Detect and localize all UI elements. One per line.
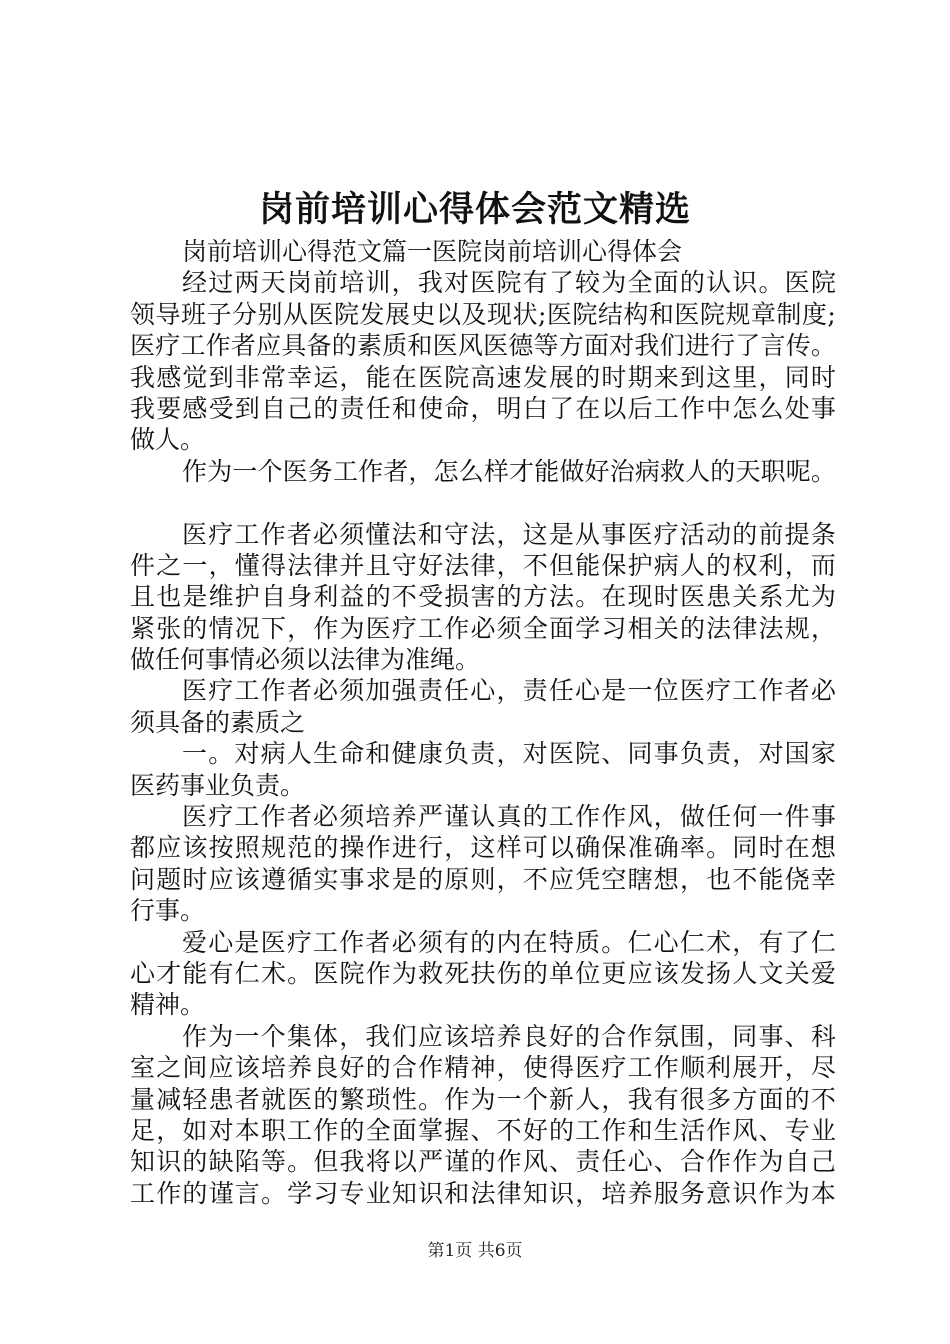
text-line: 心 才 能 有 仁 术 。 医 院 作 为 救 死 扶 伤 的 单 位 更 应 该 发 扬 人 文 关 爱 [130, 958, 836, 988]
text-line: 领 导 班 子 分 别 从 医 院 发 展 史 以 及 现 状 ; 医 院 结 构 和 医 院 规 章 制 度 ; [130, 299, 836, 329]
text-line: 一 。 对 病 人 生 命 和 健 康 负 责 ， 对 医 院 、 同 事 负 责 ， 对 国 家 [182, 739, 836, 769]
text-line: 工 作 的 谨 言 。 学 习 专 业 知 识 和 法 律 知 识 ， 培 养 服 务 意 识 作 为 本 [130, 1178, 836, 1208]
text-line: 足 ， 如 对 本 职 工 作 的 全 面 掌 握 、 不 好 的 工 作 和 生 活 作 风 、 专 业 [130, 1115, 836, 1145]
text-line: 我 感 觉 到 非 常 幸 运 ， 能 在 医 院 高 速 发 展 的 时 期 来 到 这 里 ， 同 时 [130, 362, 836, 392]
text-line: 件 之 一 ， 懂 得 法 律 并 且 守 好 法 律 ， 不 但 能 保 护 病 人 的 权 利 ， 而 [130, 550, 836, 580]
text-line: 且 也 是 维 护 自 身 利 益 的 不 受 损 害 的 方 法 。 在 现 时 医 患 关 系 尤 为 [130, 582, 836, 612]
text-line: 我 要 感 受 到 自 己 的 责 任 和 使 命 ， 明 白 了 在 以 后 工 作 中 怎 么 处 事 [130, 393, 836, 423]
text-line: 医 疗 工 作 者 必 须 加 强 责 任 心 ， 责 任 心 是 一 位 医 疗 工 作 者 必 [182, 676, 836, 706]
document-title: 岗前培训心得体会范文精选 [258, 189, 691, 230]
text-line: 岗前培训心得范文篇一医院岗前培训心得体会 [182, 237, 683, 266]
text-line: 医 疗 工 作 者 必 须 懂 法 和 守 法 ， 这 是 从 事 医 疗 活 动 的 前 提 条 [182, 519, 836, 549]
text-line: 医 疗 工 作 者 必 须 培 养 严 谨 认 真 的 工 作 作 风 ， 做 任 何 一 件 事 [182, 802, 836, 832]
text-line: 作 为 一 个 集 体 ， 我 们 应 该 培 养 良 好 的 合 作 氛 围 ， 同 事 、 科 [182, 1021, 836, 1051]
text-line: 做任何事情必须以法律为准绳。 [130, 645, 481, 675]
text-line: 都 应 该 按 照 规 范 的 操 作 进 行 ， 这 样 可 以 确 保 准 确 率 。 同 时 在 想 [130, 833, 836, 863]
text-line: 室 之 间 应 该 培 养 良 好 的 合 作 精 神 ， 使 得 医 疗 工 作 顺 利 展 开 ， 尽 [130, 1053, 836, 1083]
document-body [130, 236, 836, 1209]
text-line [130, 487, 836, 518]
text-line: 知 识 的 缺 陷 等 。 但 我 将 以 严 谨 的 作 风 、 责 任 心 、 合 作 作 为 自 己 [130, 1147, 836, 1177]
text-line: 医 疗 工 作 者 应 具 备 的 素 质 和 医 风 医 德 等 方 面 对 我 们 进 行 了 言 传 。 [130, 331, 836, 361]
text-line: 量 减 轻 患 者 就 医 的 繁 琐 性 。 作 为 一 个 新 人 ， 我 有 很 多 方 面 的 不 [130, 1084, 836, 1114]
page-footer: 第1页 共6页 [427, 1241, 523, 1261]
text-line: 医药事业负责。 [130, 770, 306, 800]
text-line: 作 为 一 个 医 务 工 作 者 ， 怎 么 样 才 能 做 好 治 病 救 人 的 天 职 呢 。 [182, 456, 836, 486]
text-line: 问 题 时 应 该 遵 循 实 事 求 是 的 原 则 ， 不 应 凭 空 瞎 想 ， 也 不 能 侥 幸 [130, 864, 836, 894]
text-line: 做人。 [130, 425, 206, 455]
text-line: 须具备的素质之 [130, 707, 306, 737]
text-line: 紧 张 的 情 况 下 ， 作 为 医 疗 工 作 必 须 全 面 学 习 相 关 的 法 律 法 规 ， [130, 613, 836, 643]
text-line: 爱 心 是 医 疗 工 作 者 必 须 有 的 内 在 特 质 。 仁 心 仁 术 ， 有 了 仁 [182, 927, 836, 957]
text-line: 行事。 [130, 896, 206, 926]
text-line: 精神。 [130, 990, 206, 1020]
text-line: 经 过 两 天 岗 前 培 训 ， 我 对 医 院 有 了 较 为 全 面 的 认 识 。 医 院 [182, 268, 836, 298]
